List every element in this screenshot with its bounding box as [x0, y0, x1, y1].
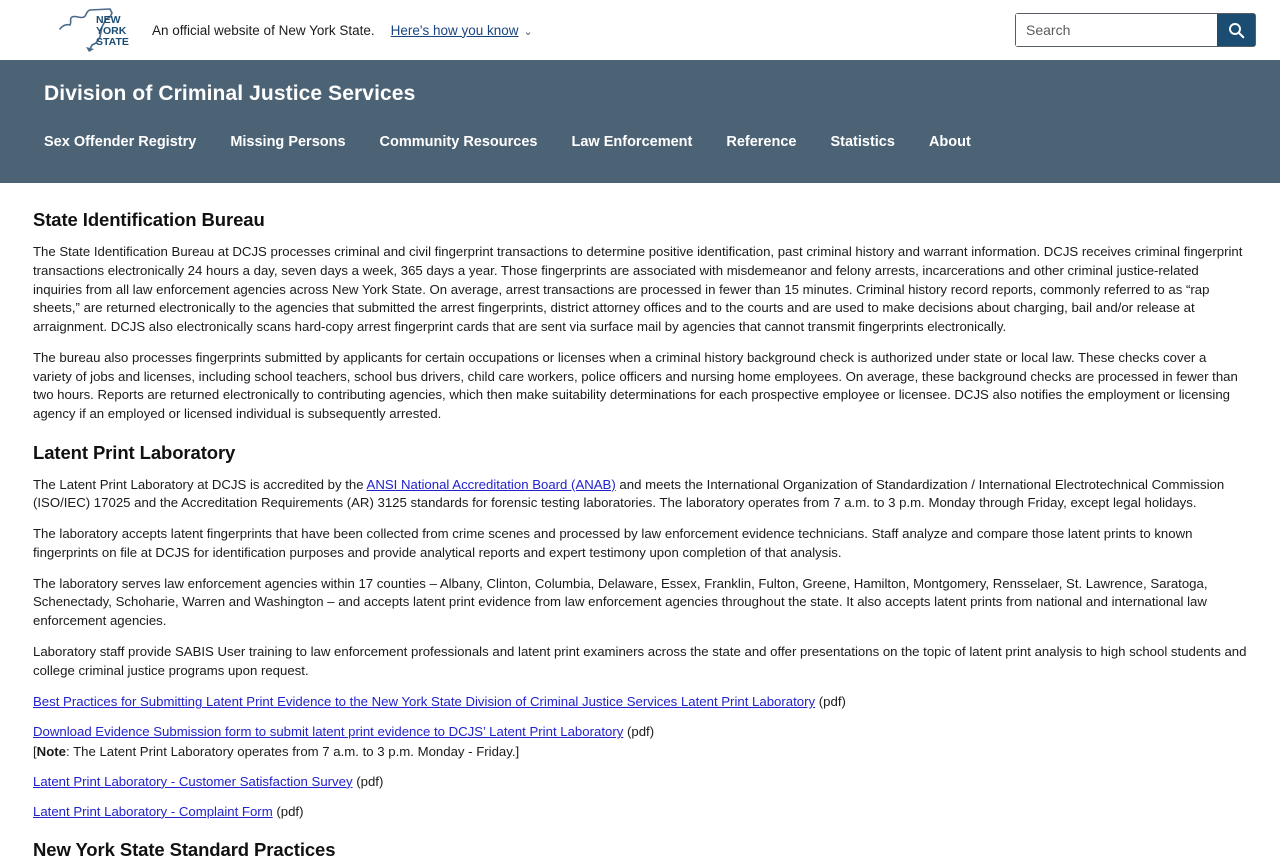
paragraph-lpl-accepts-prints: The laboratory accepts latent fingerprints that have been collected from crime scenes and processed by law enforcement evidence technicians. Staff analyze and compare those latent prints to known fingerprints on file at DCJS for identification purposes and provide analytical reports and expert testimony upon completion of that analysis.	[33, 526, 1193, 560]
new-york-state-logo	[56, 7, 134, 53]
nav-item-sex-offender-registry[interactable]: Sex Offender Registry	[44, 134, 197, 151]
search-input[interactable]	[1016, 14, 1217, 46]
nav-item-about[interactable]: About	[928, 134, 971, 151]
official-website-text: An official website of New York State.	[152, 22, 375, 38]
heading-latent-print-laboratory: Latent Print Laboratory	[33, 441, 236, 463]
note-text: : The Latent Print Laboratory operates from 7 a.m. to 3 p.m. Monday - Friday.]	[65, 743, 520, 759]
lpl-accreditation-text-before: The Latent Print Laboratory at DCJS is accredited by the	[33, 476, 367, 492]
best-practices-pdf-link[interactable]: Best Practices for Submitting Latent Print Evidence to the New York State Division of Criminal Justice Services Latent Print Laboratory	[33, 694, 816, 710]
paragraph-lpl-sabis-training: Laboratory staff provide SABIS User training to law enforcement professionals and latent print examiners across the state and offer presentations on the topic of latent print analysis to high school students and college criminal justice programs upon request.	[33, 643, 1247, 678]
lpl-accreditation-text-after: and meets the International Organization of Standardization / International Electrotechnical Commission (ISO/IEC) 17025 and the Accreditation Requirements (AR) 3125 standards for forensic testing laboratories. The laboratory operates from 7 a.m. to 3 p.m. Monday through Friday, except legal holidays.	[33, 476, 1225, 511]
link-row-customer-satisfaction-survey	[33, 772, 1247, 791]
note-open-bracket: [	[33, 743, 37, 759]
agency-header	[0, 60, 1280, 183]
link-row-evidence-submission-form	[33, 722, 1247, 741]
svg-text:NEW: NEW	[96, 14, 121, 26]
nav-item-statistics[interactable]: Statistics	[830, 134, 895, 151]
lpl-hours-note	[33, 742, 1247, 761]
paragraph-sib-overview: The State Identification Bureau at DCJS processes criminal and civil fingerprint transactions to determine positive identification, past criminal history and warrant information. DCJS receives criminal fingerprint transactions electronically 24 hours a day, seven days a week, 365 days a year. Those fingerprints are associated with misdemeanor and felony arrests, incarcerations and other criminal justice-related inquiries from all law enforcement agencies across New York State. On average, arrest transactions are processed in fewer than 15 minutes. Criminal history record reports, commonly referred to as “rap sheets,” are returned electronically to the agencies that submitted the arrest fingerprints, district attorney offices and to the courts and are used to make decisions about charging, bail and/or release at arraignment. DCJS also electronically scans hard-copy arrest fingerprint cards that are sent via surface mail by agencies that cannot transmit fingerprints electronically.	[33, 244, 1243, 335]
nav-item-reference[interactable]: Reference	[726, 134, 797, 151]
pdf-label: (pdf)	[815, 694, 846, 710]
agency-title: Division of Criminal Justice Services	[44, 82, 416, 105]
nav-item-missing-persons[interactable]: Missing Persons	[230, 134, 346, 151]
complaint-form-pdf-link[interactable]: Latent Print Laboratory - Complaint Form	[33, 803, 273, 819]
heres-how-you-know-link[interactable]	[391, 23, 533, 38]
pdf-label: (pdf)	[352, 773, 384, 789]
link-row-best-practices	[33, 692, 1247, 711]
nav-item-community-resources[interactable]: Community Resources	[379, 134, 538, 151]
heading-state-identification-bureau: State Identification Bureau	[33, 209, 265, 231]
link-row-complaint-form	[33, 802, 1247, 821]
pdf-label: (pdf)	[272, 803, 304, 819]
chevron-down-icon: ⌄	[523, 25, 533, 38]
paragraph-sib-applicant-checks: The bureau also processes fingerprints submitted by applicants for certain occupations or licenses when a criminal history background check is authorized under state or local law. These checks cover a variety of jobs and licenses, including school teachers, school bus drivers, child care workers, police officers and nursing home employees. On average, these background checks are processed in fewer than two hours. Reports are returned electronically to contributing agencies, which then make suitability determinations for each prospective employee or licensee. DCJS also notifies the employment or licensing agency if an employed or licensed individual is subsequently arrested.	[33, 349, 1238, 421]
pdf-label: (pdf)	[623, 724, 655, 740]
paragraph-lpl-accreditation	[33, 476, 1247, 513]
paragraph-lpl-counties-served: The laboratory serves law enforcement agencies within 17 counties – Albany, Clinton, Columbia, Delaware, Essex, Franklin, Fulton, Greene, Hamilton, Montgomery, Rensselaer, St. Lawrence, Saratoga, Schenectady, Schoharie, Warren and Washington – and accepts latent print evidence from law enforcement agencies throughout the state. It also accepts latent prints from national and international law enforcement agencies.	[33, 575, 1208, 629]
search-button[interactable]	[1217, 14, 1255, 46]
main-content	[0, 183, 1280, 861]
svg-text:YORK: YORK	[96, 25, 127, 37]
note-bold-label: Note	[36, 743, 66, 759]
heading-new-york-state-standard-practices: New York State Standard Practices	[33, 839, 336, 861]
anab-link[interactable]: ANSI National Accreditation Board (ANAB)	[366, 476, 616, 492]
svg-text:STATE: STATE	[96, 36, 129, 48]
customer-satisfaction-survey-pdf-link[interactable]: Latent Print Laboratory - Customer Satisfaction Survey	[33, 773, 353, 789]
search-icon	[1228, 22, 1245, 39]
nav-item-law-enforcement[interactable]: Law Enforcement	[571, 134, 693, 151]
search-bar[interactable]	[1015, 13, 1256, 47]
evidence-submission-form-pdf-link[interactable]: Download Evidence Submission form to submit latent print evidence to DCJS’ Latent Print Laboratory	[33, 724, 624, 740]
ny-state-banner	[0, 0, 1280, 60]
primary-navigation	[0, 135, 1280, 183]
heres-how-you-know-label: Here's how you know	[390, 22, 519, 38]
